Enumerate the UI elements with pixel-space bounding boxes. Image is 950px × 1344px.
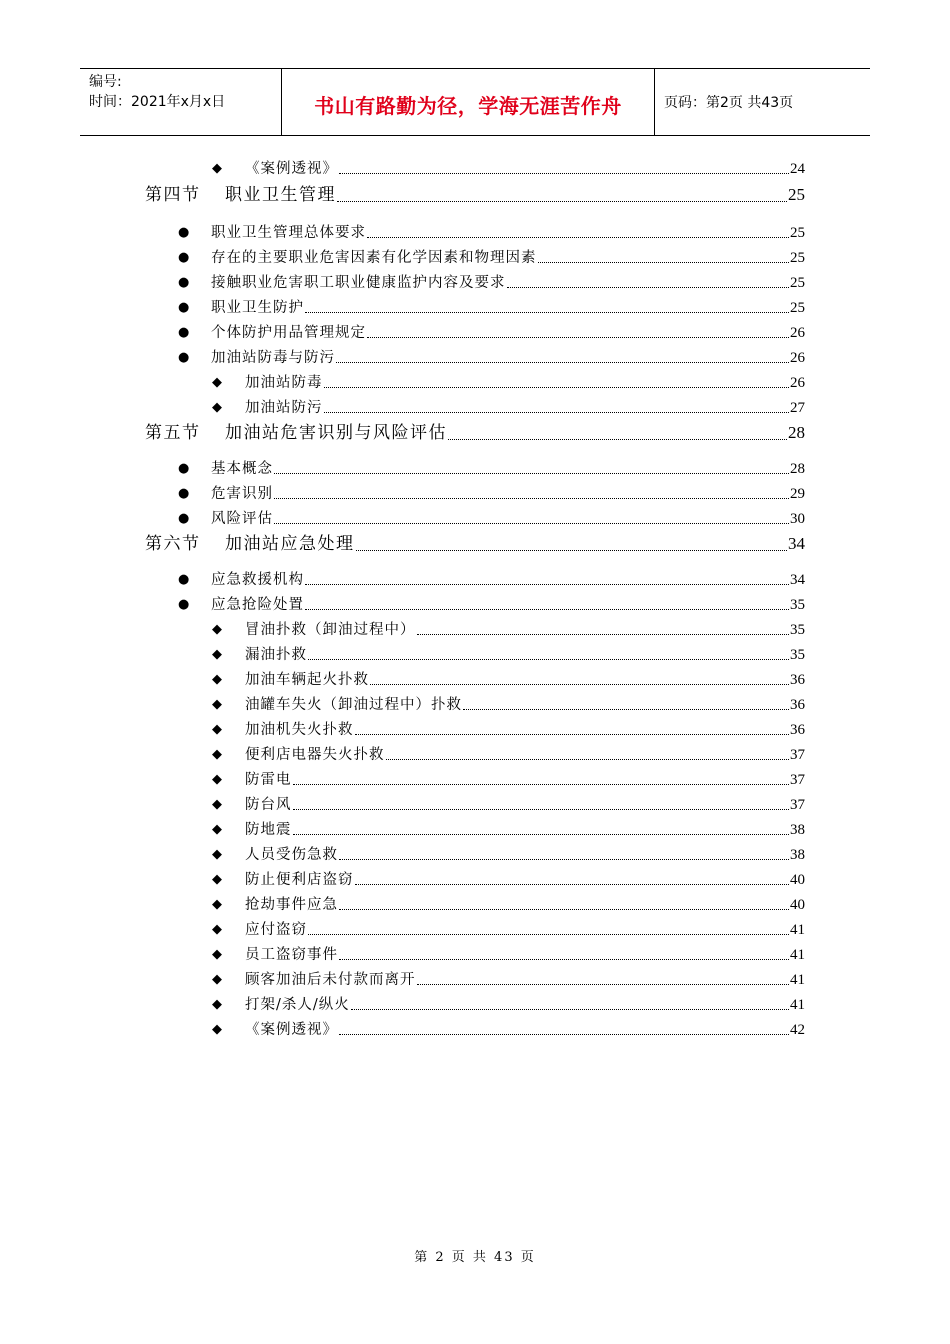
toc-page-number: 26	[790, 350, 805, 366]
toc-entry-row[interactable]	[212, 969, 805, 991]
toc-title: 个体防护用品管理规定	[211, 325, 366, 341]
toc-title: 顾客加油后未付款而离开	[245, 972, 416, 988]
toc-entry-row[interactable]	[178, 458, 805, 480]
toc-leader-dots	[370, 683, 789, 685]
toc-entry-row[interactable]	[212, 372, 805, 394]
toc-page-number: 28	[788, 423, 805, 442]
toc-entry-row[interactable]	[178, 508, 805, 530]
toc-page-number: 25	[790, 275, 805, 291]
toc-entry-row[interactable]	[212, 694, 805, 716]
bullet-diamond-icon: ◆	[212, 847, 222, 862]
toc-leader-dots	[336, 361, 789, 363]
toc-leader-dots	[274, 522, 789, 524]
toc-section-row[interactable]	[145, 182, 805, 208]
toc-page-number: 28	[790, 461, 805, 477]
toc-title: 应付盗窃	[245, 922, 307, 938]
toc-page-number: 25	[790, 225, 805, 241]
toc-entry-row[interactable]	[212, 769, 805, 791]
toc-leader-dots	[305, 608, 789, 610]
bullet-dot-icon: ●	[178, 225, 190, 240]
toc-entry-row[interactable]	[212, 844, 805, 866]
bullet-dot-icon: ●	[178, 486, 190, 501]
toc-page-number: 41	[790, 947, 805, 963]
toc-leader-dots	[339, 958, 789, 960]
toc-title: 接触职业危害职工职业健康监护内容及要求	[211, 275, 506, 291]
toc-leader-dots	[305, 311, 789, 313]
toc-leader-dots	[274, 472, 789, 474]
toc-entry-row[interactable]	[212, 894, 805, 916]
toc-page-number: 25	[788, 185, 805, 204]
toc-title: 风险评估	[211, 511, 273, 527]
bullet-dot-icon: ●	[178, 572, 190, 587]
toc-title: 危害识别	[211, 486, 273, 502]
bullet-diamond-icon: ◆	[212, 375, 222, 390]
toc-page-number: 35	[790, 597, 805, 613]
toc-entry-row[interactable]	[178, 297, 805, 319]
toc-title: 《案例透视》	[245, 161, 338, 177]
toc-leader-dots	[339, 908, 789, 910]
toc-title: 便利店电器失火扑救	[245, 747, 385, 763]
toc-leader-dots	[324, 411, 790, 413]
toc-page-number: 30	[790, 511, 805, 527]
toc-section-row[interactable]	[145, 531, 805, 557]
toc-title: 《案例透视》	[245, 1022, 338, 1038]
toc-entry-row[interactable]	[212, 669, 805, 691]
toc-title: 防止便利店盗窃	[245, 872, 354, 888]
toc-title: 加油车辆起火扑救	[245, 672, 369, 688]
toc-title: 职业卫生管理总体要求	[211, 225, 366, 241]
bullet-diamond-icon: ◆	[212, 972, 222, 987]
toc-leader-dots	[339, 172, 789, 174]
bullet-diamond-icon: ◆	[212, 797, 222, 812]
header-number-label: 编号:	[89, 74, 122, 90]
bullet-dot-icon: ●	[178, 250, 190, 265]
toc-leader-dots	[339, 1033, 789, 1035]
toc-title: 冒油扑救（卸油过程中）	[245, 622, 416, 638]
toc-entry-row[interactable]	[178, 569, 805, 591]
toc-leader-dots	[337, 200, 787, 202]
toc-entry-row[interactable]	[212, 158, 805, 180]
toc-title: 加油机失火扑救	[245, 722, 354, 738]
header-meta	[80, 69, 282, 135]
toc-leader-dots	[356, 549, 788, 551]
toc-page-number: 37	[790, 747, 805, 763]
toc-entry-row[interactable]	[212, 397, 805, 419]
bullet-diamond-icon: ◆	[212, 872, 222, 887]
toc-entry-row[interactable]	[212, 719, 805, 741]
toc-entry-row[interactable]	[178, 347, 805, 369]
toc-entry-row[interactable]	[212, 944, 805, 966]
toc-leader-dots	[293, 808, 790, 810]
toc-page-number: 35	[790, 647, 805, 663]
toc-entry-row[interactable]	[212, 1019, 805, 1041]
page-footer: 第 2 页 共 43 页	[414, 1250, 536, 1265]
bullet-diamond-icon: ◆	[212, 722, 222, 737]
toc-section-number: 第四节	[145, 185, 201, 205]
toc-leader-dots	[351, 1008, 789, 1010]
toc-section-title: 职业卫生管理	[225, 185, 336, 205]
toc-page-number: 36	[790, 672, 805, 688]
toc-page-number: 34	[788, 534, 805, 553]
bullet-diamond-icon: ◆	[212, 997, 222, 1012]
toc-title: 加油站防污	[245, 400, 323, 416]
bullet-dot-icon: ●	[178, 461, 190, 476]
bullet-dot-icon: ●	[178, 350, 190, 365]
toc-leader-dots	[538, 261, 790, 263]
toc-entry-row[interactable]	[212, 744, 805, 766]
toc-title	[145, 420, 447, 446]
bullet-diamond-icon: ◆	[212, 747, 222, 762]
toc-section-title: 加油站危害识别与风险评估	[225, 423, 447, 443]
toc-leader-dots	[324, 386, 790, 388]
bullet-diamond-icon: ◆	[212, 647, 222, 662]
bullet-diamond-icon: ◆	[212, 622, 222, 637]
toc-title: 抢劫事件应急	[245, 897, 338, 913]
toc-leader-dots	[339, 858, 789, 860]
bullet-diamond-icon: ◆	[212, 822, 222, 837]
toc-title: 防台风	[245, 797, 292, 813]
toc-page-number: 37	[790, 797, 805, 813]
toc-title: 人员受伤急救	[245, 847, 338, 863]
toc-leader-dots	[417, 633, 790, 635]
toc-page-number: 29	[790, 486, 805, 502]
toc-page-number: 40	[790, 897, 805, 913]
bullet-diamond-icon: ◆	[212, 947, 222, 962]
toc-entry-row[interactable]	[178, 247, 805, 269]
toc-section-row[interactable]	[145, 420, 805, 446]
bullet-diamond-icon: ◆	[212, 772, 222, 787]
toc-leader-dots	[417, 983, 790, 985]
header-page-info: 页码：第2页 共43页	[664, 95, 794, 111]
toc-page-number: 38	[790, 847, 805, 863]
toc-page-number: 25	[790, 250, 805, 266]
toc-entry-row[interactable]	[178, 594, 805, 616]
toc-section-number: 第五节	[145, 423, 201, 443]
toc-leader-dots	[274, 497, 789, 499]
toc-page-number: 27	[790, 400, 805, 416]
toc-title: 员工盗窃事件	[245, 947, 338, 963]
toc-title: 防地震	[245, 822, 292, 838]
bullet-dot-icon: ●	[178, 511, 190, 526]
toc-title	[145, 531, 355, 557]
toc-title: 职业卫生防护	[211, 300, 304, 316]
toc-title: 油罐车失火（卸油过程中）扑救	[245, 697, 462, 713]
toc-title: 漏油扑救	[245, 647, 307, 663]
toc-leader-dots	[507, 286, 790, 288]
bullet-diamond-icon: ◆	[212, 697, 222, 712]
toc-page-number: 36	[790, 722, 805, 738]
toc-page-number: 34	[790, 572, 805, 588]
toc-title: 应急救援机构	[211, 572, 304, 588]
toc-page-number: 41	[790, 922, 805, 938]
toc-leader-dots	[308, 933, 789, 935]
bullet-diamond-icon: ◆	[212, 672, 222, 687]
toc-title: 基本概念	[211, 461, 273, 477]
bullet-diamond-icon: ◆	[212, 1022, 222, 1037]
toc-entry-row[interactable]	[178, 322, 805, 344]
toc-page-number: 25	[790, 300, 805, 316]
toc-leader-dots	[367, 336, 789, 338]
bullet-diamond-icon: ◆	[212, 161, 222, 176]
bullet-dot-icon: ●	[178, 597, 190, 612]
toc-entry-row[interactable]	[212, 619, 805, 641]
page-header	[80, 68, 870, 136]
bullet-diamond-icon: ◆	[212, 400, 222, 415]
toc-page-number: 35	[790, 622, 805, 638]
header-time-label: 时间：2021年x月x日	[89, 94, 226, 110]
toc-leader-dots	[293, 783, 790, 785]
toc-entry-row[interactable]	[178, 272, 805, 294]
toc-title: 加油站防毒与防污	[211, 350, 335, 366]
toc-entry-row[interactable]	[178, 222, 805, 244]
toc-leader-dots	[293, 833, 790, 835]
toc-page-number: 36	[790, 697, 805, 713]
toc-entry-row[interactable]	[212, 869, 805, 891]
toc-entry-row[interactable]	[212, 994, 805, 1016]
bullet-dot-icon: ●	[178, 300, 190, 315]
toc-leader-dots	[463, 708, 789, 710]
bullet-dot-icon: ●	[178, 325, 190, 340]
bullet-dot-icon: ●	[178, 275, 190, 290]
toc-leader-dots	[355, 883, 790, 885]
toc-page-number: 40	[790, 872, 805, 888]
toc-title: 存在的主要职业危害因素有化学因素和物理因素	[211, 250, 537, 266]
header-motto: 书山有路勤为径，学海无涯苦作舟	[282, 69, 655, 135]
toc-page-number: 42	[790, 1022, 805, 1038]
toc-title: 打架/杀人/纵火	[245, 997, 350, 1013]
toc-entry-row[interactable]	[212, 794, 805, 816]
toc-entry-row[interactable]	[212, 644, 805, 666]
toc-title: 加油站防毒	[245, 375, 323, 391]
toc-entry-row[interactable]	[178, 483, 805, 505]
toc-entry-row[interactable]	[212, 819, 805, 841]
toc-page-number: 26	[790, 375, 805, 391]
toc-leader-dots	[305, 583, 789, 585]
toc-leader-dots	[367, 236, 789, 238]
toc-section-title: 加油站应急处理	[225, 534, 355, 554]
toc-page-number: 41	[790, 997, 805, 1013]
toc-entry-row[interactable]	[212, 919, 805, 941]
toc-page-number: 24	[790, 161, 805, 177]
toc-leader-dots	[355, 733, 790, 735]
toc-title	[145, 182, 336, 208]
toc-leader-dots	[308, 658, 789, 660]
toc-title: 应急抢险处置	[211, 597, 304, 613]
toc-leader-dots	[448, 438, 787, 440]
bullet-diamond-icon: ◆	[212, 922, 222, 937]
toc-title: 防雷电	[245, 772, 292, 788]
toc-page-number: 38	[790, 822, 805, 838]
toc-leader-dots	[386, 758, 790, 760]
toc-page-number: 37	[790, 772, 805, 788]
bullet-diamond-icon: ◆	[212, 897, 222, 912]
toc-section-number: 第六节	[145, 534, 201, 554]
toc-page-number: 41	[790, 972, 805, 988]
toc-page-number: 26	[790, 325, 805, 341]
